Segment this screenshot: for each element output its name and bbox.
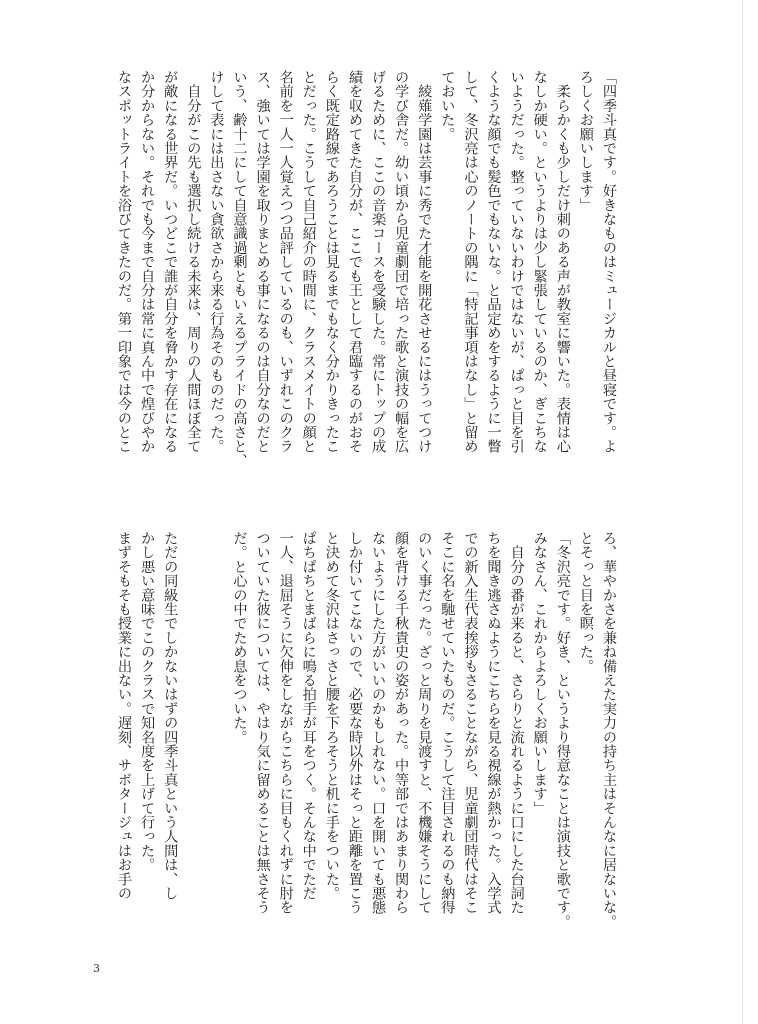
text-line: いようだった。整っていないわけではないが、ぱっと目を引	[508, 70, 525, 454]
text-line: みなさん、これからよろしくお願いします」	[531, 531, 548, 815]
text-line: の学び舎だ。幼い頃から児童劇団で培った歌と演技の幅を広	[393, 70, 410, 454]
text-line: なしか硬い。というよりは少し緊張しているのか、ぎこちな	[531, 70, 548, 454]
text-line: が敵になる世界だ。いつどこで誰が自分を脅かす存在になる	[162, 70, 179, 454]
text-line: ついていた彼については、やはり気に留めることは無さそう	[254, 531, 271, 915]
text-line: のいく事だった。ざっと周りを見渡すと、不機嫌そうにして	[416, 531, 433, 915]
text-line: そこに名を馳せていたものだ。こうして注目されるのも納得	[439, 531, 456, 915]
text-line: して、冬沢亮は心のノートの隅に「特記事項はなし」と留め	[462, 70, 479, 454]
text-line: とだった。こうして自己紹介の時間に、クラスメイトの顔と	[300, 70, 317, 454]
text-line: 名前を一人一人覚えつつ品評しているのも、いずれこのクラ	[277, 70, 294, 454]
text-line: 「冬沢亮です。好き、というより得意なことは演技と歌です。	[554, 531, 571, 929]
text-line: まずそもそも授業に出ない。遅刻、サボタージュはお手の	[116, 531, 133, 901]
text-line: 績を収めてきた自分が、ここでも王として君臨するのがおそ	[346, 70, 363, 454]
upper-text-block	[100, 70, 620, 500]
text-line: 顔を背ける千秋貴史の姿があった。中等部ではあまり関わら	[393, 531, 410, 915]
text-line: いう、齢十二にして自意識過剰ともいえるプライドの高さと、	[231, 70, 248, 468]
text-line: 綾薙学園は芸事に秀でた才能を開花させるにはうってつけ	[416, 70, 433, 454]
text-line: らく既定路線であろうことは見るまでもなく分かりきったこ	[323, 70, 340, 454]
text-line: ろ、華やかさを兼ね備えた実力の持ち主はそんなに居ないな。	[601, 531, 617, 929]
text-line: しか付いてこないので、必要な時以外はそっと距離を置こう	[346, 531, 363, 915]
text-line: での新入生代表挨拶もさることながら、児童劇団時代はそこ	[462, 531, 479, 915]
lower-text-block	[100, 531, 620, 961]
text-line: 自分がこの先も選択し続ける未来は、周りの人間ほぼ全て	[185, 70, 202, 454]
text-line: ろしくお願いします」	[577, 70, 594, 212]
text-line: ちを聞き逃さぬようにこちらを見る視線が熱かった。入学式	[485, 531, 502, 915]
page-edge-divider	[742, 0, 743, 1024]
page-number: 3	[93, 962, 100, 975]
text-line: 柔らかくも少しだけ刺のある声が教室に響いた。表情は心	[554, 70, 571, 454]
text-line: ぱちぱちとまばらに鳴る拍手が耳をつく。そんな中でただ	[300, 531, 317, 901]
text-line: か分からない。それでも今まで自分は常に真ん中で煌びやか	[139, 70, 156, 454]
text-line: ておいた。	[439, 70, 456, 141]
text-line: ただの同級生でしかないはずの四季斗真という人間は、し	[162, 531, 179, 901]
text-line: とそっと目を瞑った。	[577, 531, 594, 673]
text-line: ス、強いては学園を取りまとめる事になるのは自分なのだと	[254, 70, 271, 454]
text-line: 自分の番が来ると、さらりと流れるように口にした台詞た	[508, 531, 525, 915]
text-line: かし悪い意味でこのクラスで知名度を上げて行った。	[139, 531, 156, 872]
text-line: ないようにした方がいいのかもしれない。口を開いても悪態	[370, 531, 387, 915]
text-line: げるために、ここの音楽コースを受験した。常にトップの成	[370, 70, 387, 454]
text-line: なスポットライトを浴びてきたのだ。第一印象では今のとこ	[116, 70, 133, 454]
text-line: 「四季斗真です。好きなものはミュージカルと昼寝です。よ	[601, 70, 617, 454]
text-line: けして表には出さない貪欲さから来る行為そのものだった。	[208, 70, 225, 454]
text-line: と決めて冬沢はさっさと腰を下ろそうと机に手をついた。	[323, 531, 340, 901]
text-line: くような顔でも髪色でもないな。と品定めをするように一瞥	[485, 70, 502, 454]
text-line: だ。と心の中でため息をついた。	[231, 531, 248, 744]
text-line: 一人、退屈そうに欠伸をしながらこちらに目もくれずに肘を	[277, 531, 294, 915]
